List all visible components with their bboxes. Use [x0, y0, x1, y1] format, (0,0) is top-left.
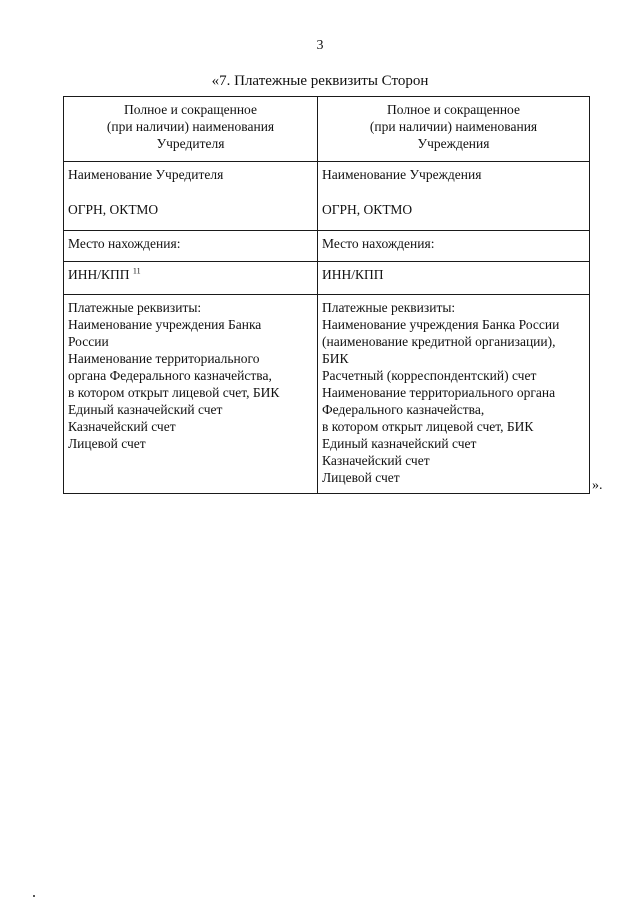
founder-inn-label: ИНН/КПП — [68, 267, 130, 282]
payment-line: в котором открыт лицевой счет, БИК — [68, 385, 280, 400]
payment-line: органа Федерального казначейства, — [68, 368, 272, 383]
cell-institution-address — [318, 231, 590, 262]
header-cell-founder — [64, 97, 318, 162]
header-line: Полное и сокращенное — [124, 102, 257, 117]
payment-line: Казначейский счет — [68, 419, 176, 434]
table-row-inn — [64, 262, 590, 295]
payment-line: (наименование кредитной организации), — [322, 334, 556, 349]
payment-line: Платежные реквизиты: — [68, 300, 202, 315]
table-row-name — [64, 162, 590, 231]
cell-founder-inn — [64, 262, 318, 295]
founder-name-label: Наименование Учредителя — [68, 167, 224, 182]
payment-line: Единый казначейский счет — [68, 402, 223, 417]
table-row-payment — [64, 295, 590, 494]
institution-inn-label: ИНН/КПП — [322, 267, 384, 282]
cell-institution-payment — [318, 295, 590, 494]
header-cell-institution — [318, 97, 590, 162]
cell-institution-name — [318, 162, 590, 231]
table-header-row — [64, 97, 590, 162]
payment-details-table — [63, 96, 590, 494]
cell-founder-name — [64, 162, 318, 231]
institution-address-label: Место нахождения: — [322, 236, 435, 251]
payment-line: Наименование учреждения Банка России — [322, 317, 560, 332]
header-line: Учреждения — [417, 136, 490, 151]
founder-ogrn-label: ОГРН, ОКТМО — [68, 202, 159, 217]
section-title: «7. Платежные реквизиты Сторон — [211, 73, 429, 89]
cell-founder-payment — [64, 295, 318, 494]
payment-line: Казначейский счет — [322, 453, 430, 468]
cell-founder-address — [64, 231, 318, 262]
table-row-address — [64, 231, 590, 262]
header-line: (при наличии) наименования — [369, 119, 538, 134]
payment-line: Наименование территориального органа — [322, 385, 556, 400]
payment-line: Наименование учреждения Банка — [68, 317, 262, 332]
payment-line: в котором открыт лицевой счет, БИК — [322, 419, 534, 434]
payment-line: Платежные реквизиты: — [322, 300, 456, 315]
closing-quote: ». — [592, 478, 603, 493]
payment-line: Наименование территориального — [68, 351, 260, 366]
footnote-marker: 11 — [132, 266, 141, 276]
institution-ogrn-label: ОГРН, ОКТМО — [322, 202, 413, 217]
page-number: 3 — [316, 38, 324, 53]
institution-name-label: Наименование Учреждения — [322, 167, 482, 182]
scan-artifact — [33, 895, 35, 897]
payment-line: БИК — [322, 351, 349, 366]
payment-line: Лицевой счет — [322, 470, 400, 485]
header-line: (при наличии) наименования — [106, 119, 275, 134]
payment-line: Расчетный (корреспондентский) счет — [322, 368, 537, 383]
payment-line: Единый казначейский счет — [322, 436, 477, 451]
header-line: Полное и сокращенное — [387, 102, 520, 117]
founder-address-label: Место нахождения: — [68, 236, 181, 251]
cell-institution-inn — [318, 262, 590, 295]
header-line: Учредителя — [156, 136, 225, 151]
payment-line: Лицевой счет — [68, 436, 146, 451]
payment-line: Федерального казначейства, — [322, 402, 485, 417]
payment-line: России — [68, 334, 109, 349]
